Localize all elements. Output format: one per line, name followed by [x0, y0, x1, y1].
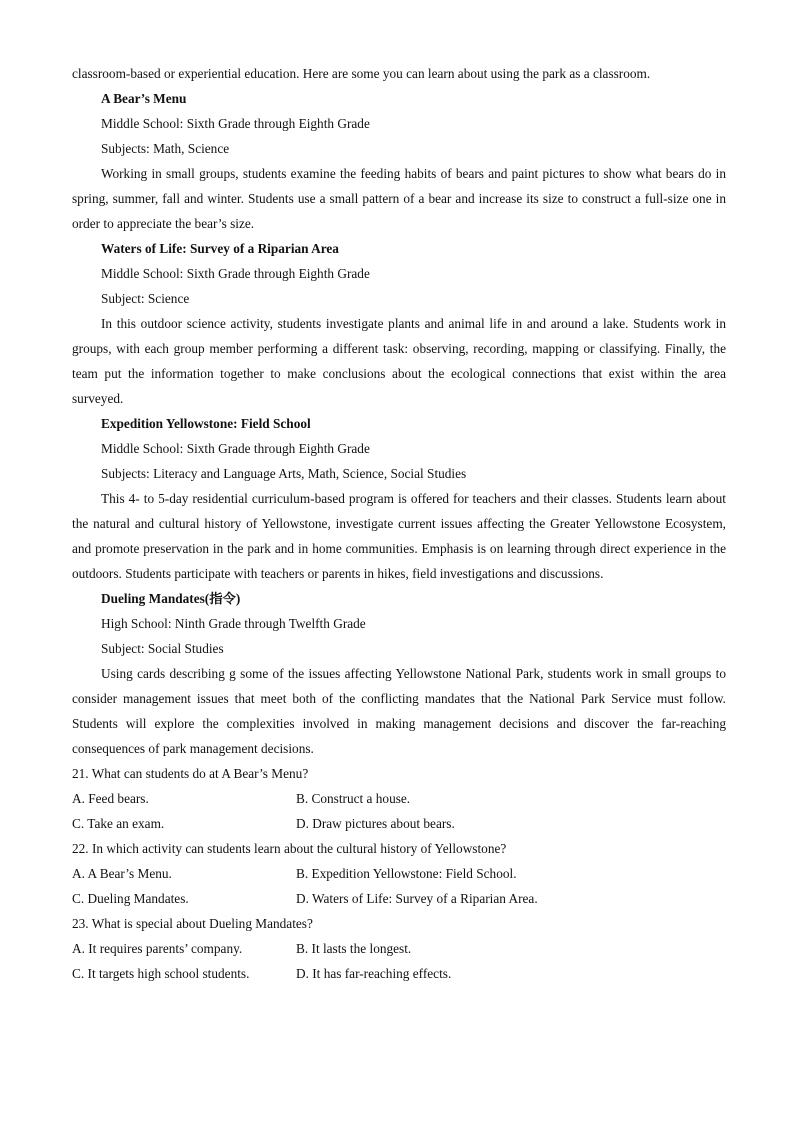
- question-stem: 22. In which activity can students learn about the cultural history of Yellowstone?: [72, 841, 507, 856]
- program-subjects: Subjects: Math, Science: [101, 141, 230, 156]
- document-page: [72, 61, 726, 986]
- program-subjects: Subjects: Literacy and Language Arts, Math, Science, Social Studies: [101, 466, 467, 481]
- option-c: C. It targets high school students.: [72, 966, 250, 981]
- program-section: [72, 586, 726, 761]
- program-description: Working in small groups, students examine the feeding habits of bears and paint pictures to show what bears do in spring, summer, fall and winter. Students use a small pattern of a bear and increase its size to construct a full-size one in order to appreciate the bear’s size.: [72, 166, 726, 231]
- program-title: Waters of Life: Survey of a Riparian Area: [101, 241, 339, 256]
- program-level: Middle School: Sixth Grade through Eighth Grade: [101, 441, 370, 456]
- options-row: [72, 886, 726, 911]
- program-title: Expedition Yellowstone: Field School: [101, 416, 311, 431]
- program-section: [72, 236, 726, 411]
- question-stem: 23. What is special about Dueling Mandates?: [72, 916, 313, 931]
- program-section: [72, 86, 726, 236]
- program-section: [72, 411, 726, 586]
- question-block: [72, 836, 726, 911]
- program-description: In this outdoor science activity, students investigate plants and animal life in and around a lake. Students work in groups, with each group member performing a different task: observing, recording, mapping or classifying. Finally, the team put the information together to make conclusions about the ecological connections that exist within the area surveyed.: [72, 316, 726, 406]
- option-a: A. A Bear’s Menu.: [72, 866, 172, 881]
- question-block: [72, 911, 726, 986]
- program-level: Middle School: Sixth Grade through Eighth Grade: [101, 266, 370, 281]
- options-row: [72, 936, 726, 961]
- option-b: B. It lasts the longest.: [296, 941, 412, 956]
- option-a: A. Feed bears.: [72, 791, 149, 806]
- question-stem: 21. What can students do at A Bear’s Menu?: [72, 766, 309, 781]
- options-row: [72, 961, 726, 986]
- question-block: [72, 761, 726, 836]
- program-title: A Bear’s Menu: [101, 91, 187, 106]
- program-subjects: Subject: Science: [101, 291, 190, 306]
- program-subjects: Subject: Social Studies: [101, 641, 224, 656]
- option-b: B. Expedition Yellowstone: Field School.: [296, 866, 517, 881]
- program-description: Using cards describing g some of the issues affecting Yellowstone National Park, students work in small groups to consider management issues that meet both of the conflicting mandates that the National Park Service must follow. Students will explore the complexities involved in making management decisions and discover the far-reaching consequences of park management decisions.: [72, 666, 726, 756]
- program-title: Dueling Mandates(指令): [101, 591, 241, 606]
- option-d: D. Draw pictures about bears.: [296, 816, 455, 831]
- option-d: D. It has far-reaching effects.: [296, 966, 452, 981]
- options-row: [72, 786, 726, 811]
- option-c: C. Take an exam.: [72, 816, 165, 831]
- intro-paragraph: classroom-based or experiential education. Here are some you can learn about using the park as a classroom.: [72, 66, 651, 81]
- option-c: C. Dueling Mandates.: [72, 891, 189, 906]
- option-b: B. Construct a house.: [296, 791, 411, 806]
- options-row: [72, 811, 726, 836]
- program-level: Middle School: Sixth Grade through Eighth Grade: [101, 116, 370, 131]
- option-d: D. Waters of Life: Survey of a Riparian Area.: [296, 891, 538, 906]
- option-a: A. It requires parents’ company.: [72, 941, 243, 956]
- options-row: [72, 861, 726, 886]
- program-level: High School: Ninth Grade through Twelfth Grade: [101, 616, 366, 631]
- program-description: This 4- to 5-day residential curriculum-based program is offered for teachers and their classes. Students learn about the natural and cultural history of Yellowstone, investigate current issues affecting the Greater Yellowstone Ecosystem, and promote preservation in the park and in home communities. Emphasis is on learning through direct experience in the outdoors. Students participate with teachers or parents in hikes, field investigations and discussions.: [72, 491, 726, 581]
